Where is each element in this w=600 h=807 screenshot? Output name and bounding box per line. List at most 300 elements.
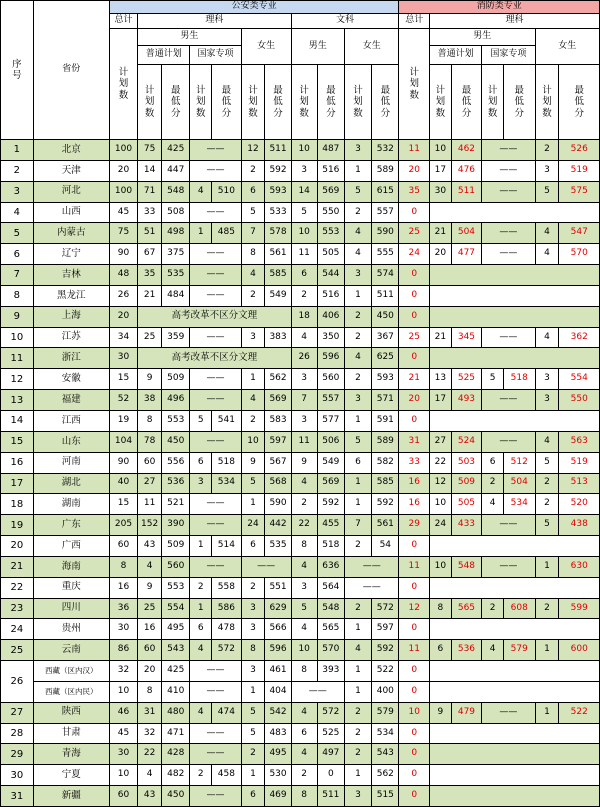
- fire-normal-min: 509: [451, 473, 481, 494]
- arts-female-min: 562: [372, 765, 399, 786]
- female-min-score: 569: [265, 390, 291, 411]
- fire-normal-plan: 24: [429, 515, 451, 536]
- row-index: 7: [1, 265, 34, 286]
- national-min-score: 572: [212, 640, 241, 661]
- arts-male-empty: ——: [291, 681, 344, 702]
- fire-total-plan: 0: [399, 348, 429, 369]
- table-row: [1, 244, 600, 265]
- table-row: [1, 744, 600, 765]
- row-index: 26: [1, 661, 34, 703]
- arts-female-min: 367: [372, 327, 399, 348]
- arts-female-min: 54: [372, 536, 399, 557]
- fire-normal-min: 476: [451, 160, 481, 181]
- arts-female-min: 592: [372, 640, 399, 661]
- fire-total-plan: 25: [399, 223, 429, 244]
- row-index: 15: [1, 431, 34, 452]
- arts-female-min: 557: [372, 202, 399, 223]
- normal-plan-count: 152: [138, 515, 162, 536]
- normal-plan-count: 8: [138, 410, 162, 431]
- fire-normal-plan: 10: [429, 556, 451, 577]
- national-plan-empty: ——: [190, 265, 241, 286]
- fire-normal-plan: 13: [429, 369, 451, 390]
- table-row: [1, 702, 600, 723]
- female-min-score: 530: [265, 765, 291, 786]
- normal-min-score: 521: [162, 494, 190, 515]
- fire-total-plan: 11: [399, 556, 429, 577]
- normal-min-score: 556: [162, 452, 190, 473]
- arts-male-min: 549: [317, 452, 344, 473]
- arts-male-plan: 3: [291, 410, 317, 431]
- province-name: 山西: [33, 202, 109, 223]
- national-min-score: 510: [212, 181, 241, 202]
- header-fire-female: 女生: [535, 29, 599, 65]
- normal-min-score: 480: [162, 702, 190, 723]
- arts-male-plan: 2: [291, 285, 317, 306]
- female-plan-count: 1: [241, 681, 265, 702]
- table-row: [1, 285, 600, 306]
- female-plan-count: 1: [241, 494, 265, 515]
- fire-empty: [429, 765, 599, 786]
- national-min-score: 558: [212, 577, 241, 598]
- arts-female-min: 589: [372, 431, 399, 452]
- normal-min-score: 375: [162, 244, 190, 265]
- arts-male-min: 569: [317, 473, 344, 494]
- total-plan: 100: [109, 140, 137, 161]
- total-plan: 75: [109, 223, 137, 244]
- female-plan-count: 8: [241, 640, 265, 661]
- normal-plan-count: 51: [138, 223, 162, 244]
- fire-female-min: 362: [559, 327, 600, 348]
- fire-total-plan: 25: [399, 327, 429, 348]
- female-plan-count: 10: [241, 431, 265, 452]
- arts-female-plan: 3: [344, 786, 371, 807]
- national-min-score: 534: [212, 473, 241, 494]
- arts-female-min: 555: [372, 244, 399, 265]
- female-min-score: 383: [265, 327, 291, 348]
- fire-empty: [429, 577, 599, 598]
- reform-note: 高考改革不区分文理: [138, 348, 291, 369]
- fire-female-min: 526: [559, 140, 600, 161]
- fire-national-empty: ——: [482, 556, 535, 577]
- total-plan: 30: [109, 619, 137, 640]
- national-plan-empty: ——: [190, 202, 241, 223]
- national-plan-count: 4: [190, 640, 212, 661]
- province-name: 内蒙古: [33, 223, 109, 244]
- fire-national-min: 504: [503, 473, 535, 494]
- province-name: 青海: [33, 744, 109, 765]
- normal-min-score: 450: [162, 786, 190, 807]
- province-name: 安徽: [33, 369, 109, 390]
- arts-female-min: 625: [372, 348, 399, 369]
- arts-female-min: 534: [372, 723, 399, 744]
- fire-total-plan: 20: [399, 160, 429, 181]
- header-plan-count: 计划数: [429, 65, 451, 140]
- fire-normal-min: 548: [451, 556, 481, 577]
- arts-female-min: 593: [372, 369, 399, 390]
- arts-female-min: 522: [372, 661, 399, 682]
- fire-normal-min: 504: [451, 223, 481, 244]
- table-row: [1, 765, 600, 786]
- female-min-score: 495: [265, 744, 291, 765]
- fire-total-plan: 10: [399, 702, 429, 723]
- header-plan-count: 计划数: [344, 65, 371, 140]
- female-min-score: 590: [265, 494, 291, 515]
- national-plan-count: 4: [190, 702, 212, 723]
- header-total: 总计: [109, 14, 137, 29]
- arts-female-plan: 1: [344, 285, 371, 306]
- fire-normal-plan: 8: [429, 598, 451, 619]
- fire-female-plan: 3: [535, 369, 559, 390]
- national-plan-count: 1: [190, 223, 212, 244]
- fire-female-min: 570: [559, 244, 600, 265]
- fire-total-plan: 0: [399, 619, 429, 640]
- female-plan-count: 9: [241, 452, 265, 473]
- national-plan-empty: ——: [190, 431, 241, 452]
- total-plan: 46: [109, 702, 137, 723]
- fire-empty: [429, 744, 599, 765]
- normal-plan-count: 43: [138, 786, 162, 807]
- header-min-score: 最低分: [559, 65, 600, 140]
- fire-total-plan: 24: [399, 244, 429, 265]
- arts-male-plan: 8: [291, 661, 317, 682]
- fire-female-plan: 2: [535, 598, 559, 619]
- province-name: 云南: [33, 640, 109, 661]
- female-plan-count: 2: [241, 160, 265, 181]
- table-row: [1, 598, 600, 619]
- female-min-score: 578: [265, 223, 291, 244]
- national-plan-empty: ——: [190, 723, 241, 744]
- fire-female-min: 519: [559, 452, 600, 473]
- arts-male-plan: 14: [291, 181, 317, 202]
- arts-male-min: 518: [317, 536, 344, 557]
- fire-normal-min: 524: [451, 431, 481, 452]
- province-name: 上海: [33, 306, 109, 327]
- normal-plan-count: 35: [138, 265, 162, 286]
- table-row: [1, 223, 600, 244]
- fire-national-empty: ——: [482, 390, 535, 411]
- fire-national-plan: 4: [482, 494, 504, 515]
- row-index: 14: [1, 410, 34, 431]
- arts-male-min: 553: [317, 223, 344, 244]
- header-min-score: 最低分: [212, 65, 241, 140]
- female-plan-count: 5: [241, 473, 265, 494]
- province-name: 湖北: [33, 473, 109, 494]
- female-plan-count: 6: [241, 536, 265, 557]
- arts-female-plan: 3: [344, 265, 371, 286]
- female-min-score: 483: [265, 723, 291, 744]
- total-plan: 52: [109, 390, 137, 411]
- arts-male-min: 560: [317, 369, 344, 390]
- header-min-score: 最低分: [162, 65, 190, 140]
- national-plan-empty: ——: [190, 744, 241, 765]
- arts-female-min: 592: [372, 494, 399, 515]
- normal-plan-count: 31: [138, 702, 162, 723]
- fire-total-plan: 11: [399, 140, 429, 161]
- table-row: [1, 202, 600, 223]
- table-row: [1, 431, 600, 452]
- fire-female-plan: 4: [535, 223, 559, 244]
- female-min-score: 596: [265, 640, 291, 661]
- fire-female-min: 600: [559, 640, 600, 661]
- fire-normal-plan: 6: [429, 640, 451, 661]
- arts-male-plan: 11: [291, 431, 317, 452]
- row-index: 1: [1, 140, 34, 161]
- total-plan: 32: [109, 661, 137, 682]
- normal-plan-count: 14: [138, 160, 162, 181]
- fire-total-plan: 0: [399, 536, 429, 557]
- total-plan: 45: [109, 723, 137, 744]
- national-min-score: 514: [212, 536, 241, 557]
- fire-empty: [429, 786, 599, 807]
- female-min-score: 592: [265, 160, 291, 181]
- fire-female-plan: 3: [535, 390, 559, 411]
- national-plan-empty: ——: [190, 140, 241, 161]
- header-min-score: 最低分: [317, 65, 344, 140]
- arts-male-min: 506: [317, 431, 344, 452]
- total-plan: 86: [109, 640, 137, 661]
- fire-total-plan: 29: [399, 515, 429, 536]
- arts-female-min: 543: [372, 744, 399, 765]
- arts-female-plan: 1: [344, 765, 371, 786]
- header-plan-count: 计划数: [535, 65, 559, 140]
- normal-min-score: 536: [162, 473, 190, 494]
- normal-plan-count: 38: [138, 390, 162, 411]
- row-index: 3: [1, 181, 34, 202]
- row-index: 24: [1, 619, 34, 640]
- row-index: 22: [1, 577, 34, 598]
- female-min-score: 469: [265, 786, 291, 807]
- fire-normal-plan: 10: [429, 494, 451, 515]
- province-name: 江苏: [33, 327, 109, 348]
- arts-male-min: 516: [317, 285, 344, 306]
- fire-female-plan: 5: [535, 515, 559, 536]
- fire-female-plan: 3: [535, 160, 559, 181]
- fire-normal-plan: 30: [429, 181, 451, 202]
- row-index: 13: [1, 390, 34, 411]
- normal-min-score: 425: [162, 661, 190, 682]
- province-name: 江西: [33, 410, 109, 431]
- header-plan-count: 计划数: [241, 65, 265, 140]
- normal-plan-count: 22: [138, 744, 162, 765]
- arts-male-plan: 2: [291, 494, 317, 515]
- table-row: [1, 410, 600, 431]
- arts-female-plan: 5: [344, 181, 371, 202]
- arts-male-plan: 4: [291, 556, 317, 577]
- fire-empty: [429, 410, 599, 431]
- arts-male-min: 636: [317, 556, 344, 577]
- normal-min-score: 450: [162, 431, 190, 452]
- fire-female-min: 513: [559, 473, 600, 494]
- arts-female-plan: 2: [344, 723, 371, 744]
- fire-normal-min: 345: [451, 327, 481, 348]
- fire-female-plan: 1: [535, 556, 559, 577]
- arts-female-plan: 2: [344, 369, 371, 390]
- header-arts: 文科: [291, 14, 399, 29]
- fire-national-empty: ——: [482, 327, 535, 348]
- fire-female-plan: 4: [535, 327, 559, 348]
- arts-female-plan: 1: [344, 619, 371, 640]
- arts-male-plan: 6: [291, 265, 317, 286]
- row-index: 6: [1, 244, 34, 265]
- normal-min-score: 482: [162, 765, 190, 786]
- province-name: 吉林: [33, 265, 109, 286]
- row-index: 29: [1, 744, 34, 765]
- arts-male-plan: 22: [291, 515, 317, 536]
- arts-male-min: 406: [317, 306, 344, 327]
- reform-note: 高考改革不区分文理: [138, 306, 291, 327]
- total-plan: 20: [109, 160, 137, 181]
- arts-male-min: 572: [317, 702, 344, 723]
- national-plan-count: 1: [190, 598, 212, 619]
- total-plan: 60: [109, 536, 137, 557]
- fire-empty: [429, 661, 599, 682]
- national-plan-count: 6: [190, 619, 212, 640]
- national-min-score: 518: [212, 452, 241, 473]
- province-name: 陕西: [33, 702, 109, 723]
- row-index: 8: [1, 285, 34, 306]
- normal-min-score: 543: [162, 640, 190, 661]
- fire-empty: [429, 265, 599, 286]
- normal-min-score: 553: [162, 577, 190, 598]
- header-fire-major: 消防类专业: [399, 1, 600, 14]
- province-name: 浙江: [33, 348, 109, 369]
- national-plan-empty: ——: [190, 786, 241, 807]
- fire-national-empty: ——: [482, 140, 535, 161]
- fire-empty: [429, 681, 599, 702]
- fire-national-plan: 2: [482, 598, 504, 619]
- normal-min-score: 495: [162, 619, 190, 640]
- arts-male-min: 569: [317, 181, 344, 202]
- national-plan-empty: ——: [190, 681, 241, 702]
- fire-total-plan: 0: [399, 786, 429, 807]
- arts-female-plan: 3: [344, 390, 371, 411]
- total-plan: 48: [109, 265, 137, 286]
- arts-female-plan: 1: [344, 473, 371, 494]
- normal-plan-count: 11: [138, 494, 162, 515]
- fire-normal-min: 536: [451, 640, 481, 661]
- province-name: 西藏（区内汉）: [33, 661, 109, 682]
- female-min-score: 583: [265, 410, 291, 431]
- province-name: 重庆: [33, 577, 109, 598]
- fire-national-min: 512: [503, 452, 535, 473]
- arts-female-plan: 2: [344, 327, 371, 348]
- normal-min-score: 509: [162, 536, 190, 557]
- fire-normal-min: 493: [451, 390, 481, 411]
- arts-male-min: 350: [317, 327, 344, 348]
- female-min-score: 549: [265, 285, 291, 306]
- province-name: 广东: [33, 515, 109, 536]
- fire-national-plan: 2: [482, 473, 504, 494]
- arts-female-plan: 4: [344, 223, 371, 244]
- national-plan-count: 5: [190, 410, 212, 431]
- header-min-score: 最低分: [372, 65, 399, 140]
- table-row: [1, 306, 600, 327]
- normal-plan-count: 4: [138, 765, 162, 786]
- normal-plan-count: 33: [138, 202, 162, 223]
- row-index: 11: [1, 348, 34, 369]
- total-plan: 8: [109, 556, 137, 577]
- total-plan: 10: [109, 765, 137, 786]
- arts-female-plan: 1: [344, 681, 371, 702]
- arts-female-min: 400: [372, 681, 399, 702]
- table-row: [1, 723, 600, 744]
- fire-total-plan: 0: [399, 681, 429, 702]
- row-index: 2: [1, 160, 34, 181]
- table-body: [1, 140, 600, 807]
- normal-plan-count: 67: [138, 244, 162, 265]
- table-row: [1, 515, 600, 536]
- header-science: 理科: [138, 14, 291, 29]
- row-index: 17: [1, 473, 34, 494]
- total-plan: 15: [109, 369, 137, 390]
- arts-male-min: 393: [317, 661, 344, 682]
- arts-male-plan: 4: [291, 702, 317, 723]
- female-plan-count: 6: [241, 181, 265, 202]
- fire-total-plan: 16: [399, 473, 429, 494]
- fire-national-min: 534: [503, 494, 535, 515]
- national-plan-empty: ——: [190, 160, 241, 181]
- arts-male-min: 592: [317, 494, 344, 515]
- fire-national-empty: ——: [482, 431, 535, 452]
- fire-empty: [429, 306, 599, 327]
- province-name: 宁夏: [33, 765, 109, 786]
- arts-female-plan: 4: [344, 640, 371, 661]
- normal-plan-count: 9: [138, 577, 162, 598]
- arts-male-plan: 10: [291, 223, 317, 244]
- normal-plan-count: 78: [138, 431, 162, 452]
- fire-total-plan: 21: [399, 369, 429, 390]
- normal-min-score: 508: [162, 202, 190, 223]
- national-plan-empty: ——: [190, 556, 241, 577]
- female-min-score: 461: [265, 661, 291, 682]
- table-row: [1, 786, 600, 807]
- row-index: 30: [1, 765, 34, 786]
- fire-national-plan: 6: [482, 452, 504, 473]
- fire-female-min: 547: [559, 223, 600, 244]
- province-name: 广西: [33, 536, 109, 557]
- fire-female-min: 438: [559, 515, 600, 536]
- header-national-plan: 国家专项: [190, 46, 241, 65]
- header-plan-count: 计划数: [190, 65, 212, 140]
- row-index: 31: [1, 786, 34, 807]
- arts-male-min: 505: [317, 244, 344, 265]
- arts-male-plan: 2: [291, 765, 317, 786]
- total-plan: 30: [109, 744, 137, 765]
- table-row: [1, 181, 600, 202]
- row-index: 20: [1, 536, 34, 557]
- province-name: 新疆: [33, 786, 109, 807]
- header-fire-normal-plan: 普通计划: [429, 46, 481, 65]
- row-index: 18: [1, 494, 34, 515]
- table-row: [1, 452, 600, 473]
- normal-plan-count: 4: [138, 556, 162, 577]
- normal-plan-count: 9: [138, 369, 162, 390]
- header-plan-count: 计划数: [291, 65, 317, 140]
- total-plan: 90: [109, 244, 137, 265]
- header-arts-male: 男生: [291, 29, 344, 65]
- female-min-score: 561: [265, 244, 291, 265]
- arts-male-plan: 9: [291, 452, 317, 473]
- normal-plan-count: 75: [138, 140, 162, 161]
- fire-empty: [429, 619, 599, 640]
- national-plan-count: 4: [190, 181, 212, 202]
- table-row: [1, 473, 600, 494]
- arts-male-min: 525: [317, 723, 344, 744]
- arts-male-plan: 8: [291, 786, 317, 807]
- fire-national-min: 608: [503, 598, 535, 619]
- table-row: [1, 348, 600, 369]
- total-plan: 10: [109, 681, 137, 702]
